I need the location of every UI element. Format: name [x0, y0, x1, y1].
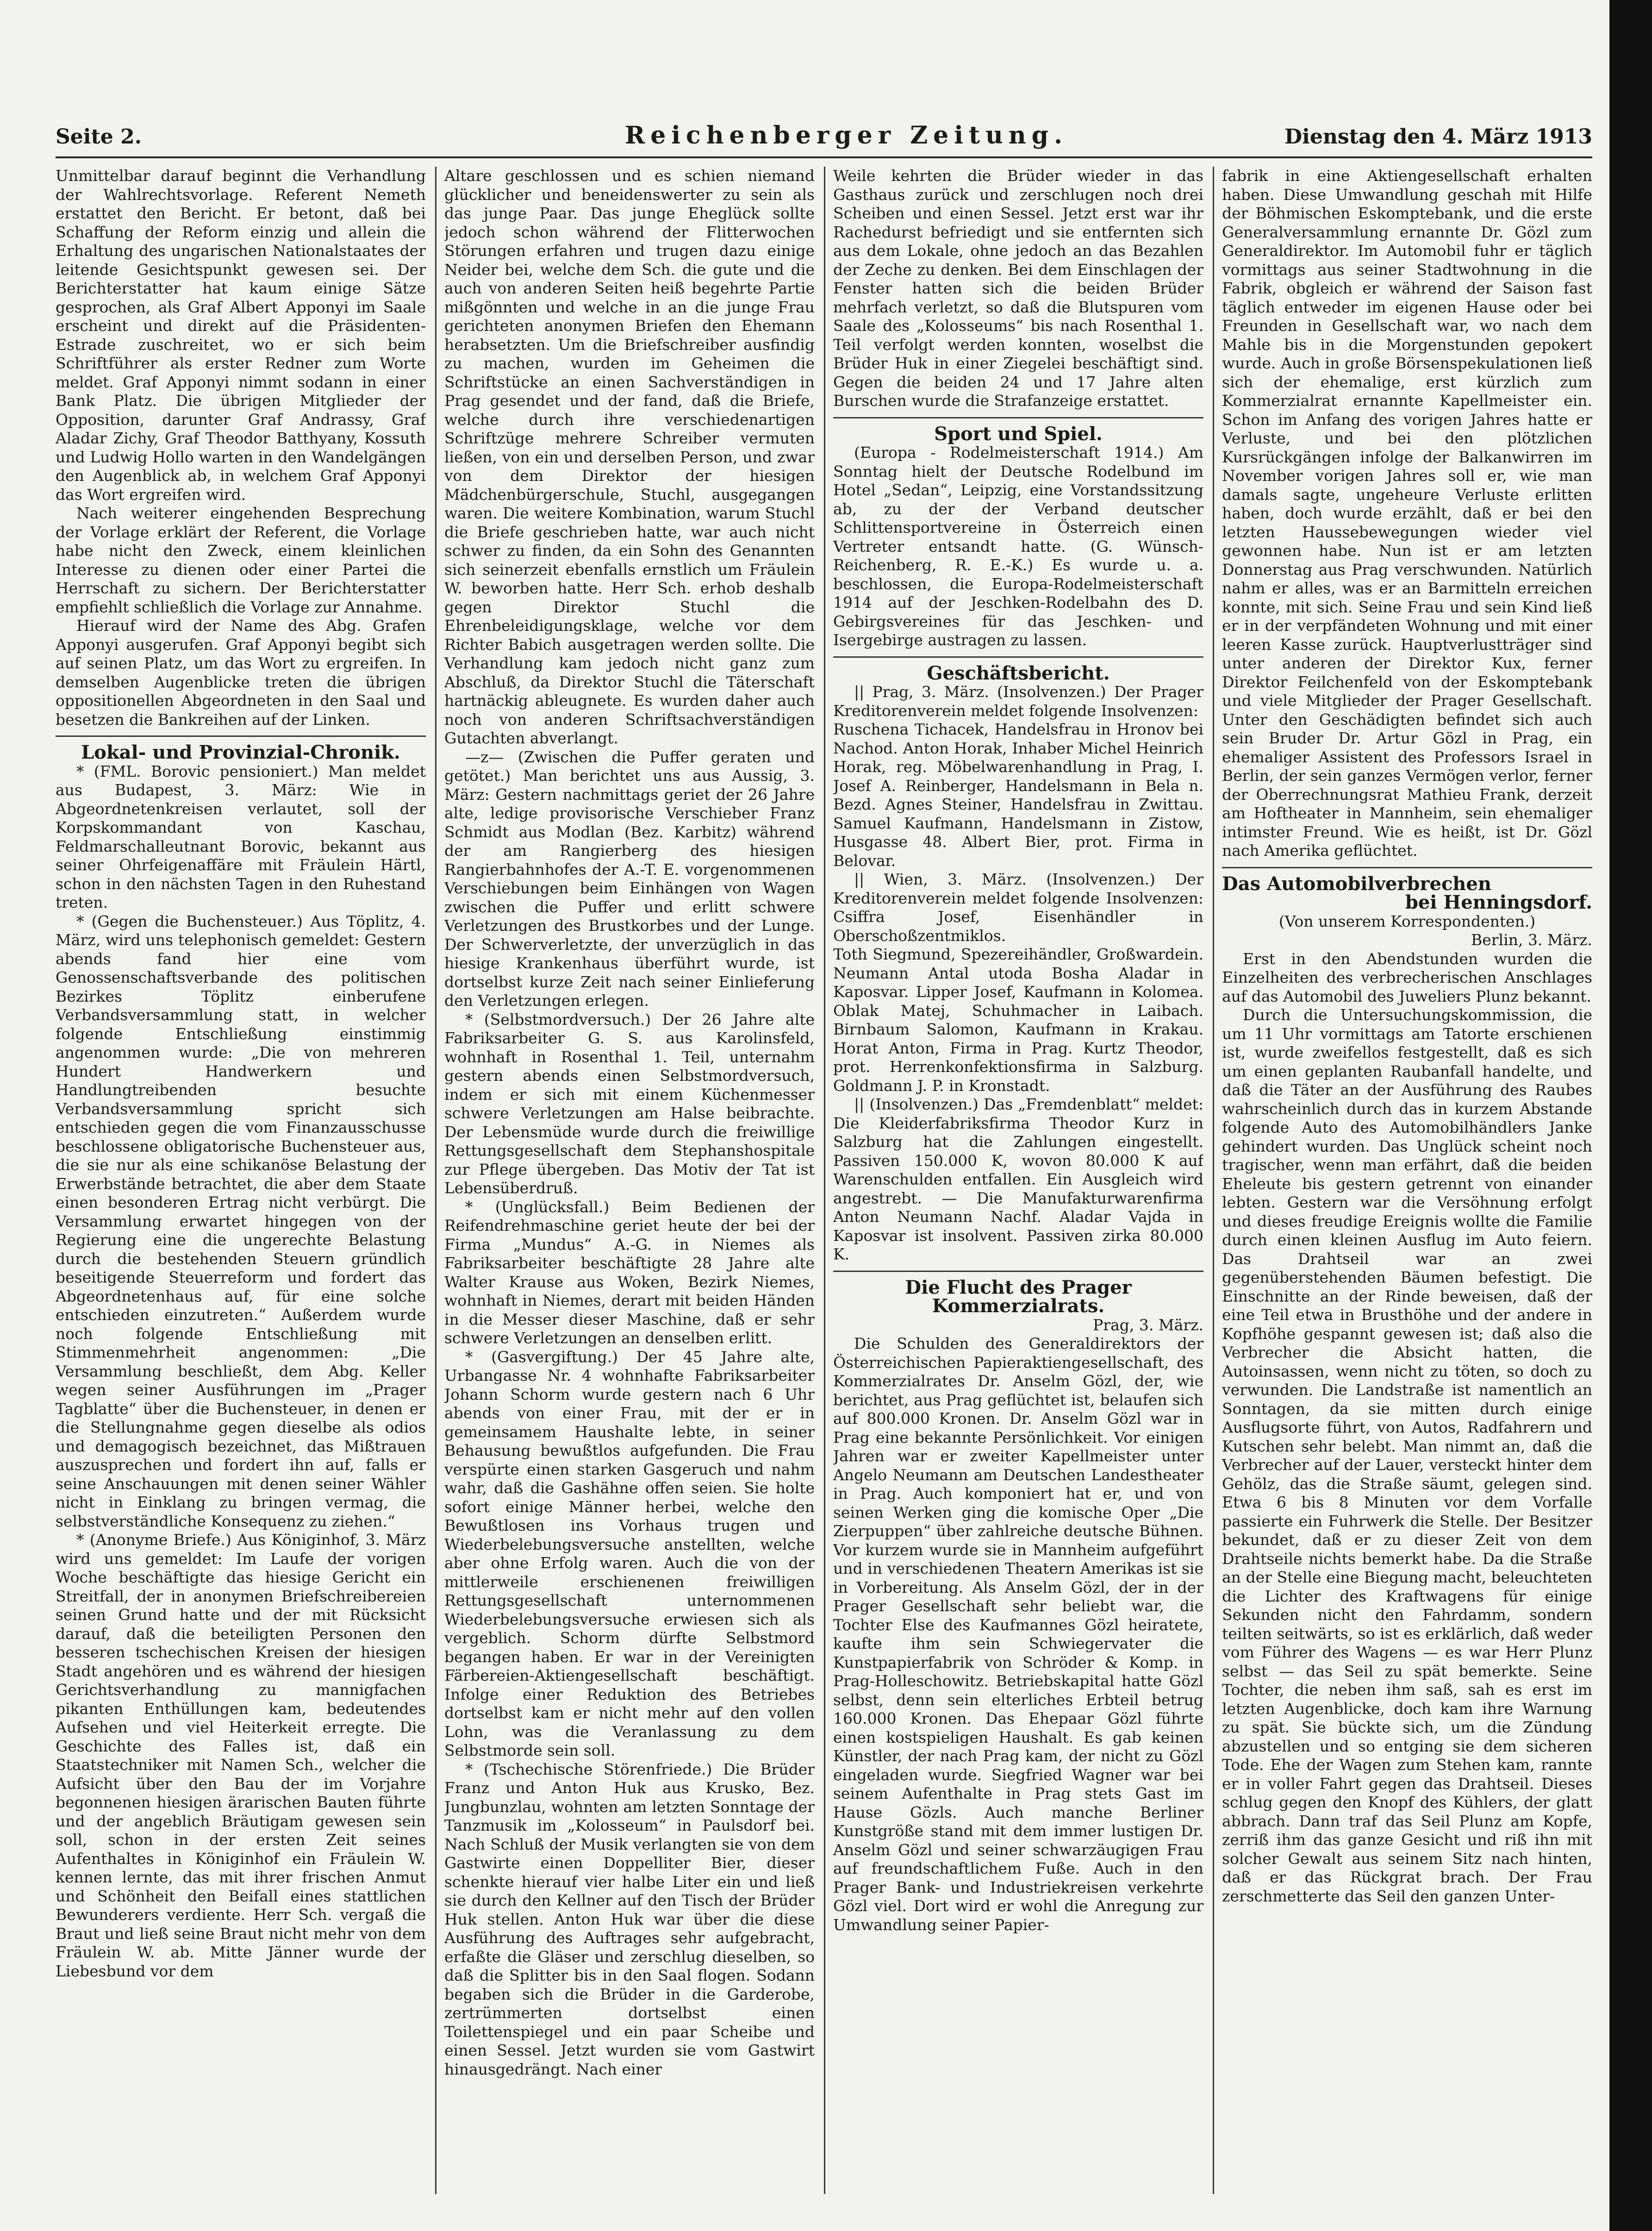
section-heading: Geschäftsbericht. [927, 662, 1110, 684]
article: || Prag, 3. März. (Insolvenzen.) Der Prager Kreditorenverein meldet folgende Insolvenzen: [833, 683, 1203, 720]
newspaper-title: Reichenberger Zeitung. [625, 121, 1068, 150]
paragraph: Altare geschlossen und es schien niemand glücklicher und beneidenswerter zu sein als das junge Paar. Das junge Eheglück sollte jedoch schon während der Flitterwochen Störungen erfahren und trugen dazu einige Neider bei, welche dem Sch. die gute und die auch von anderen Seiten heiß begehrte Partie mißgönnten und welche in an die junge Frau gerichteten anonymen Briefen den Ehemann herabsetzten. Um die Briefschreiber ausfindig zu machen, wurden im Geheimen die Schriftstücke an einen Sachverständigen in Prag gesendet und der fand, daß die Briefe, welche durch ihre verschiedenartigen Schriftzüge mehrere Schreiber vermuten ließen, von ein und derselben Person, und zwar von dem Direktor der hiesigen Mädchenbürgerschule, Stuchl, ausgegangen waren. Die weitere Kombination, warum Stuchl die Briefe geschrieben hatte, war auch nicht schwer zu finden, da ein Sohn des Genannten sich seinerzeit ebenfalls ernstlich um Fräulein W. beworben hatte. Herr Sch. erhob deshalb gegen Direktor Stuchl die Ehrenbeleidigungsklage, welche vor dem Richter Babich ausgetragen werden sollte. Die Verhandlung kam jedoch nicht ganz zum Abschluß, da Direktor Stuchl die Täterschaft hartnäckig ableugnete. Es wurden daher auch noch von anderen Schriftsachverständigen Gutachten abverlangt. [444, 167, 815, 747]
article: (Europa - Rodelmeisterschaft 1914.) Am Sonntag hielt der Deutsche Rodelbund im Hotel „Sedan“, Leipzig, eine Vorstandssitzung ab, zu der der Verband deutscher Schlittensportvereine in Österreich einen Vertreter entsandt hatte. (G. Wünsch-Reichenberg, R. E.-K.) Es wurde u. a. beschlossen, die Europa-Rodelmeisterschaft 1914 auf der Jeschken-Rodelbahn des D. Gebirgsvereines für das Jeschken- und Isergebirge austragen zu lassen. [833, 443, 1203, 649]
paragraph: Weile kehrten die Brüder wieder in das Gasthaus zurück und zerschlugen noch drei Scheiben und einen Sessel. Jetzt erst war ihr Rachedurst befriedigt und sie entfernten sich aus dem Lokale, ohne jedoch an das Bezahlen der Zeche zu denken. Bei dem Einschlagen der Fenster hatten sich die beiden Brüder mehrfach verletzt, so daß die Blutspuren vom Saale des „Kolosseums“ bis nach Rosenthal 1. Teil verfolgt werden konnten, woselbst die Brüder Huk in einer Ziegelei beschäftigt sind. Gegen die beiden 24 und 17 Jahre alten Burschen wurde die Strafanzeige erstattet. [833, 167, 1203, 410]
insolvency-list: Toth Siegmund, Spezereihändler, Großwardein. Neumann Antal utoda Bosha Aladar in Kaposvar. Lipper Josef, Kaufmann in Kolomea. Oblak Matej, Schuhmacher in Laibach. Birnbaum Salomon, Kaufmann in Krakau. Horat Anton, Firma in Prag. Kurtz Theodor, prot. Herrenkonfektionsfirma in Salzburg. Goldmann J. P. in Kronstadt. [833, 945, 1203, 1095]
section-heading: Die Flucht des Prager Kommerzialrats. [905, 1276, 1132, 1317]
article: Erst in den Abendstunden wurden die Einzelheiten des verbrecherischen Anschlages auf das Automobil des Juweliers Plunz bekannt. [1222, 949, 1592, 1005]
article: Die Schulden des Generaldirektors der Österreichischen Papieraktiengesellschaft, des Kommerzialrates Dr. Anselm Gözl, der, wie berichtet, aus Prag geflüchtet ist, belaufen sich auf 800.000 Kronen. Dr. Anselm Gözl war in Prag eine bekannte Persönlichkeit. Vor einigen Jahren war er zweiter Kapellmeister unter Angelo Neumann am Deutschen Landestheater in Prag. Auch komponiert hat er, und von seinen Werken ging die komische Oper „Die Zierpuppen“ über zahlreiche deutsche Bühnen. Vor kurzem wurde sie in Mannheim aufgeführt und in verschiedenen Theatern Amerikas ist sie in Vorbereitung. Als Anselm Gözl, der in der Prager Gesellschaft sehr beliebt war, die Tochter Else des Kaufmannes Gözl heiratete, kaufte ihm sein Schwiegervater die Kunstpapierfabrik von Schröder & Komp. in Prag-Holleschowitz. Betriebskapital hatte Gözl selbst, denn sein elterliches Erbteil betrug 160.000 Kronen. Das Ehepaar Gözl führte einen kostspieligen Haushalt. Es gab keinen Künstler, der nach Prag kam, der nicht zu Gözl eingeladen wurde. Siegfried Wagner war bei seinem Aufenthalte in Prag stets Gast im Hause Gözls. Auch manche Berliner Kunstgröße stand mit dem immer lustigen Dr. Anselm Gözl und seiner schwarzäugigen Frau auf freundschaftlichem Fuße. Auch in den Prager Bank- und Industriekreisen verkehrte Gözl viel. Dort wird er wohl die Anregung zur Umwandlung seiner Papier- [833, 1334, 1203, 1934]
paragraph: Hierauf wird der Name des Abg. Grafen Apponyi ausgerufen. Graf Apponyi begibt sich auf seinen Platz, um das Wort zu ergreifen. In demselben Augenblicke treten die übrigen oppositionellen Abgeordneten in den Saal und besetzen die Bankreihen auf der Linken. [56, 617, 426, 729]
column-1 [56, 167, 426, 2185]
dateline: Prag, 3. März. [1093, 1315, 1203, 1334]
page-header [56, 119, 1592, 158]
column-rule [1213, 167, 1214, 2194]
article: || Wien, 3. März. (Insolvenzen.) Der Kreditorenverein meldet folgende Insolvenzen: Csiffra Josef, Eisenhändler in Oberschoßzentmiklos. [833, 870, 1203, 945]
article: * (Anonyme Briefe.) Aus Königinhof, 3. März wird uns gemeldet: Im Laufe der vorigen Woche beschäftigte das hiesige Gericht ein Streitfall, der in anonymen Briefschreibereien seinen Grund hatte und der mit Rücksicht darauf, daß die beteiligten Personen den besseren tschechischen Kreisen der hiesigen Stadt angehören und es während der hiesigen Gerichtsverhandlung zu mannigfachen pikanten Enthüllungen kam, bedeutendes Aufsehen und viel Heiterkeit erregte. Die Geschichte des Falles ist, daß ein Staatstechniker mit Namen Sch., welcher die Aufsicht über den Bau der im Vorjahre begonnenen hiesigen ärarischen Bauten führte und der angeblich Bräutigam gewesen sein soll, schon in der ersten Zeit seines Aufenthaltes in Königinhof ein Fräulein W. kennen lernte, das mit ihrer frischen Anmut und Schönheit den Beifall eines stattlichen Bewunderers verdiente. Herr Sch. vergaß die Braut und ließ seine Braut nicht mehr von dem Fräulein W. ab. Mitte Jänner wurde der Liebesbund vor dem [56, 1531, 426, 1980]
article: || (Insolvenzen.) Das „Fremdenblatt“ meldet: Die Kleiderfabriksfirma Theodor Kurz in Salzburg hat die Zahlungen eingestellt. Passiven 150.000 K, wovon 80.000 K auf Warenschulden entfallen. Ein Ausgleich wird angestrebt. — Die Manufakturwarenfirma Anton Neumann Nachf. Aladar Vajda in Kaposvar ist insolvent. Passiven zirka 80.000 K. [833, 1095, 1203, 1263]
column-3 [833, 167, 1203, 2185]
paragraph: fabrik in eine Aktiengesellschaft erhalten haben. Diese Umwandlung geschah mit Hilfe der Böhmischen Eskomptebank, und die erste Generalversammlung ernannte Dr. Gözl zum Generaldirektor. Im Automobil fuhr er täglich vormittags aus seiner Stadtwohnung in die Fabrik, obgleich er während der Saison fast täglich entweder im eigenen Hause oder bei Freunden in Gesellschaft war, wo nach dem Mahle bis in die Morgenstunden gepokert wurde. Auch in große Börsenspekulationen ließ sich der ehemalige, erst kürzlich zum Kommerzialrat ernannte Kapellmeister ein. Schon im Anfang des vorigen Jahres hatte er Verluste, und bei den plötzlichen Kursrückgängen infolge der Balkanwirren im November vorigen Jahres soll er, wie man damals sagte, ungeheure Verluste erlitten haben, doch wurde erzählt, daß er bei den letzten Haussebewegungen wieder viel gewonnen habe. Nun ist er am letzten Donnerstag aus Prag verschwunden. Natürlich nahm er alles, was er an Barmitteln erreichen konnte, mit sich. Seine Frau und sein Kind ließ er in der verpfändeten Wohnung und mit einer leeren Kasse zurück. Hauptverlustträger sind unter anderen der Direktor Kux, ferner Direktor Feilchenfeld von der Eskomptebank und viele Mitglieder der Prager Gesellschaft. Unter den Geschädigten befindet sich auch sein Bruder Dr. Artur Gözl in Prag, ein ehemaliger Assistent des Professors Israel in Berlin, der sein ganzes Vermögen verlor, ferner der Oberrechnungsrat Mathieu Frank, derzeit am Hoftheater in Mannheim, sein ehemaliger intimster Freund. Wie es heißt, ist Dr. Gözl nach Amerika geflüchtet. [1222, 167, 1592, 860]
byline: (Von unserem Korrespondenten.) [1278, 912, 1536, 930]
divider [833, 1271, 1203, 1272]
article: * (FML. Borovic pensioniert.) Man meldet aus Budapest, 3. März: Wie in Abgeordnetenkreisen verlautet, soll der Korpskommandant von Kaschau, Feldmarschalleutnant Borovic, bekannt aus seiner Ohrfeigenaffäre mit Fräulein Härtl, schon in den nächsten Tagen in den Ruhestand treten. [56, 762, 426, 911]
article: * (Gegen die Buchensteuer.) Aus Töplitz, 4. März, wird uns telephonisch gemeldet: Gestern abends fand hier eine vom Genossenschaftsverbande des politischen Bezirkes Töplitz einberufene Verbandsversammlung statt, in welcher folgende Entschließung einstimmig angenommen wurde: „Die von mehreren Hundert Handwerkern und Handlungtreibenden besuchte Verbandsversammlung spricht sich entschieden gegen die vom Finanzausschusse beschlossene obligatorische Buchensteuer aus, die sie nur als eine schikanöse Belastung der Erwerbstände betrachtet, die aber dem Staate einen besonderen Ertrag nicht verbürgt. Die Versammlung erwartet hingegen von der Regierung eine die ungerechte Belastung durch die bestehenden Steuern gründlich beseitigende Steuerreform und fordert das Abgeordnetenhaus auf, für eine solche entschieden einzutreten.“ Außerdem wurde noch folgende Entschließung mit Stimmenmehrheit angenommen: „Die Versammlung beschließt, dem Abg. Keller wegen seiner Ausführungen im „Prager Tagblatte“ über die Buchensteuer, in denen er die Stellungnahme gegen dieselbe als odios und demagogisch bezeichnet, das Mißtrauen auszusprechen und fordert ihn auf, falls er seine Anschauungen mit denen seiner Wähler nicht in Einklang zu bringen vermag, die selbstverständliche Konsequenz zu ziehen.“ [56, 912, 426, 1530]
divider [1222, 867, 1592, 868]
column-rule [824, 167, 825, 2194]
article: * (Unglücksfall.) Beim Bedienen der Reifendrehmaschine geriet heute der bei der Firma „Mundus“ A.-G. in Niemes als Fabriksarbeiter beschäftigte 28 Jahre alte Walter Krause aus Woken, Bezirk Niemes, wohnhaft in Niemes, derart mit beiden Händen in die Messer dieser Maschine, daß er sehr schwere Verletzungen an denselben erlitt. [444, 1197, 815, 1347]
page-number: Seite 2. [56, 125, 142, 149]
section-heading-line2: bei Henningsdorf. [1405, 891, 1592, 913]
divider [833, 656, 1203, 658]
article: * (Tschechische Störenfriede.) Die Brüder Franz und Anton Huk aus Krusko, Bez. Jungbunzlau, wohnten am letzten Sonntage der Tanzmusik im „Kolosseum“ in Paulsdorf bei. Nach Schluß der Musik verlangten sie von dem Gastwirte einen Doppelliter Bier, dieser schenkte hierauf vier halbe Liter ein und ließ sie durch den Kellner auf den Tisch der Brüder Huk stellen. Anton Huk war über die diese Ausführung des Auftrages sehr aufgebracht, erfaßte die Gläser und zerschlug dieselben, so daß die Splitter bis in den Saal flogen. Sodann begaben sich die Brüder in die Garderobe, zertrümmerten dortselbst einen Toilettenspiegel und ein paar Scheibe und einen Sessel. Jetzt wurden sie vom Gastwirt hinausgedrängt. Nach einer [444, 1760, 815, 2078]
article: Durch die Untersuchungskommission, die um 11 Uhr vormittags am Tatorte erschienen ist, wurde zweifellos festgestellt, daß es sich um einen geplanten Raubanfall handelte, und daß die Täter an der Ausführung des Raubes wahrscheinlich durch das in kurzem Abstande folgende Auto des Automobilhändlers Janke gehindert wurden. Das Unglück scheint noch tragischer, wenn man erfährt, daß die beiden Eheleute bis gestern getrennt von einander lebten. Gestern war die Versöhnung erfolgt und dieses freudige Ereignis wollte die Familie durch einen kleinen Ausflug im Auto feiern. Das Drahtseil war an zwei gegenüberstehenden Bäumen befestigt. Die Einschnitte an der Rinde beweisen, daß der eine Teil etwa in Brusthöhe und der andere in Kopfhöhe gespannt gewesen ist; daß also die Verbrecher die Absicht hatten, die Autoinsassen, wenn nicht zu töten, so doch zu verwunden. Die Landstraße ist namentlich an Sonntagen, da sie mitten durch einige Ausflugsorte führt, von Autos, Radfahrern und Kutschen sehr belebt. Man nimmt an, daß die Verbrecher auf der Lauer, versteckt hinter dem Gehölz, das die Straße säumt, gelegen sind. Etwa 6 bis 8 Minuten vor dem Vorfalle passierte ein Fuhrwerk die Stelle. Der Besitzer bekundet, daß er zu dieser Zeit von dem Drahtseile nichts bemerkt habe. Da die Straße an der Stelle eine Biegung macht, beleuchteten die Lichter des Kraftwagens für einige Sekunden nicht den Fahrdamm, sondern teilten seitwärts, so ist es erklärlich, daß weder vom Führer des Wagens — es war Herr Plunz selbst — das Seil zu spät bemerkte. Seine Tochter, die neben ihm saß, sah es erst im letzten Augenblicke, doch kam ihre Warnung zu spät. Sie bückte sich, um die Zündung abzustellen und so entging sie dem sicheren Tode. Ehe der Wagen zum Stehen kam, rannte er in voller Fahrt gegen das Drahtseil. Dieses schlug gegen den Knopf des Kühlers, der glatt abbrach. Dann traf das Seil Plunz am Kopfe, zerriß ihm das ganze Gesicht und riß ihn mit solcher Gewalt aus seinem Sitz nach hinten, daß er das Rückgrat brach. Der Frau zerschmetterte das Seil den ganzen Unter- [1222, 1006, 1592, 1905]
column-2 [444, 167, 815, 2185]
section-heading: Sport und Spiel. [934, 423, 1103, 445]
section-heading: Das Automobilverbrechen [1222, 872, 1491, 895]
paragraph: Nach weiterer eingehenden Besprechung der Vorlage erklärt der Referent, die Vorlage habe nicht den Zweck, einem kleinlichen Interesse zu dienen oder einer Partei die Herrschaft zu sichern. Der Berichterstatter empfiehlt schließlich die Vorlage zur Annahme. [56, 504, 426, 616]
article: * (Gasvergiftung.) Der 45 Jahre alte, Urbangasse Nr. 4 wohnhafte Fabriksarbeiter Johann Schorm wurde gestern nach 6 Uhr abends von einer Frau, mit der er in gemeinsamem Haushalte lebte, in seiner Behausung bewußtlos aufgefunden. Die Frau verspürte einen starken Gasgeruch und nahm wahr, daß die Gashähne offen seien. Sie holte sofort einige Männer herbei, welche den Bewußtlosen ins Vorhaus trugen und Wiederbelebungsversuche anstellten, welche aber ohne Erfolg waren. Auch die von der mittlerweile erschienenen freiwilligen Rettungsgesellschaft unternommenen Wiederbelebungsversuche erwiesen sich als vergeblich. Schorm dürfte Selbstmord begangen haben. Er war in der Vereinigten Färbereien-Aktiengesellschaft beschäftigt. Infolge einer Reduktion des Betriebes dortselbst kam er nicht mehr auf den vollen Lohn, was die Veranlassung zu dem Selbstmorde sein soll. [444, 1347, 815, 1759]
insolvency-list: Ruschena Tichacek, Handelsfrau in Hronov bei Nachod. Anton Horak, Inhaber Michel Heinrich Horak, reg. Möbelwarenhandlung in Prag, I. Josef A. Reinberger, Handelsmann in Bela n. Bezd. Agnes Steiner, Handelsfrau in Zwittau. Samuel Kaufmann, Handelsmann in Zistow, Husgasse 48. Albert Bier, prot. Firma in Belovar. [833, 720, 1203, 870]
column-rule [435, 167, 436, 2194]
dateline: Berlin, 3. März. [1471, 931, 1592, 949]
divider [833, 417, 1203, 418]
scan-border [1609, 0, 1652, 2231]
divider [56, 735, 426, 737]
article: * (Selbstmordversuch.) Der 26 Jahre alte Fabriksarbeiter G. S. aus Karolinsfeld, wohnhaft in Rosenthal 1. Teil, unternahm gestern abends einen Selbstmordversuch, indem er sich mit einem Küchenmesser schwere Verletzungen am Halse beibrachte. Der Lebensmüde wurde durch die freiwillige Rettungsgesellschaft dem Stephanshospitale zur Pflege übergeben. Das Motiv der Tat ist Lebensüberdruß. [444, 1010, 815, 1197]
section-heading: Lokal- und Provinzial-Chronik. [81, 742, 400, 763]
issue-date: Dienstag den 4. März 1913 [1284, 125, 1592, 149]
column-4 [1222, 167, 1592, 2185]
article: —z— (Zwischen die Puffer geraten und getötet.) Man berichtet uns aus Aussig, 3. März: Gestern nachmittags geriet der 26 Jahre alte, ledige provisorische Verschieber Franz Schmidt aus Modlan (Bez. Karbitz) während der am Rangierberg des hiesigen Rangierbahnhofes der A.-T. E. vorgenommenen Verschiebungen beim Einhängen von Wagen zwischen die Puffer und erlitt schwere Verletzungen des Brustkorbes und der Lunge. Der Schwerverletzte, der unverzüglich in das hiesige Krankenhaus überführt wurde, ist dortselbst kurze Zeit nach seiner Einlieferung den Verletzungen erlegen. [444, 748, 815, 1010]
paragraph: Unmittelbar darauf beginnt die Verhandlung der Wahlrechtsvorlage. Referent Nemeth erstattet den Bericht. Er betont, daß bei Schaffung der Reform einzig und allein die Erhaltung des ungarischen Nationalstaates der leitende Gesichtspunkt gewesen sei. Der Berichterstatter hat kaum einige Sätze gesprochen, als Graf Albert Apponyi im Saale erscheint und direkt auf die Präsidenten-Estrade zuschreitet, wo er sich beim Schriftführer als erster Redner zum Worte meldet. Graf Apponyi nimmt sodann in einer Bank Platz. Die übrigen Mitglieder der Opposition, darunter Graf Andrassy, Graf Aladar Zichy, Graf Theodor Batthyany, Kossuth und Ludwig Hollo warten in den Wandelgängen den Augenblick ab, in welchem Graf Apponyi das Wort ergreifen wird. [56, 167, 426, 504]
